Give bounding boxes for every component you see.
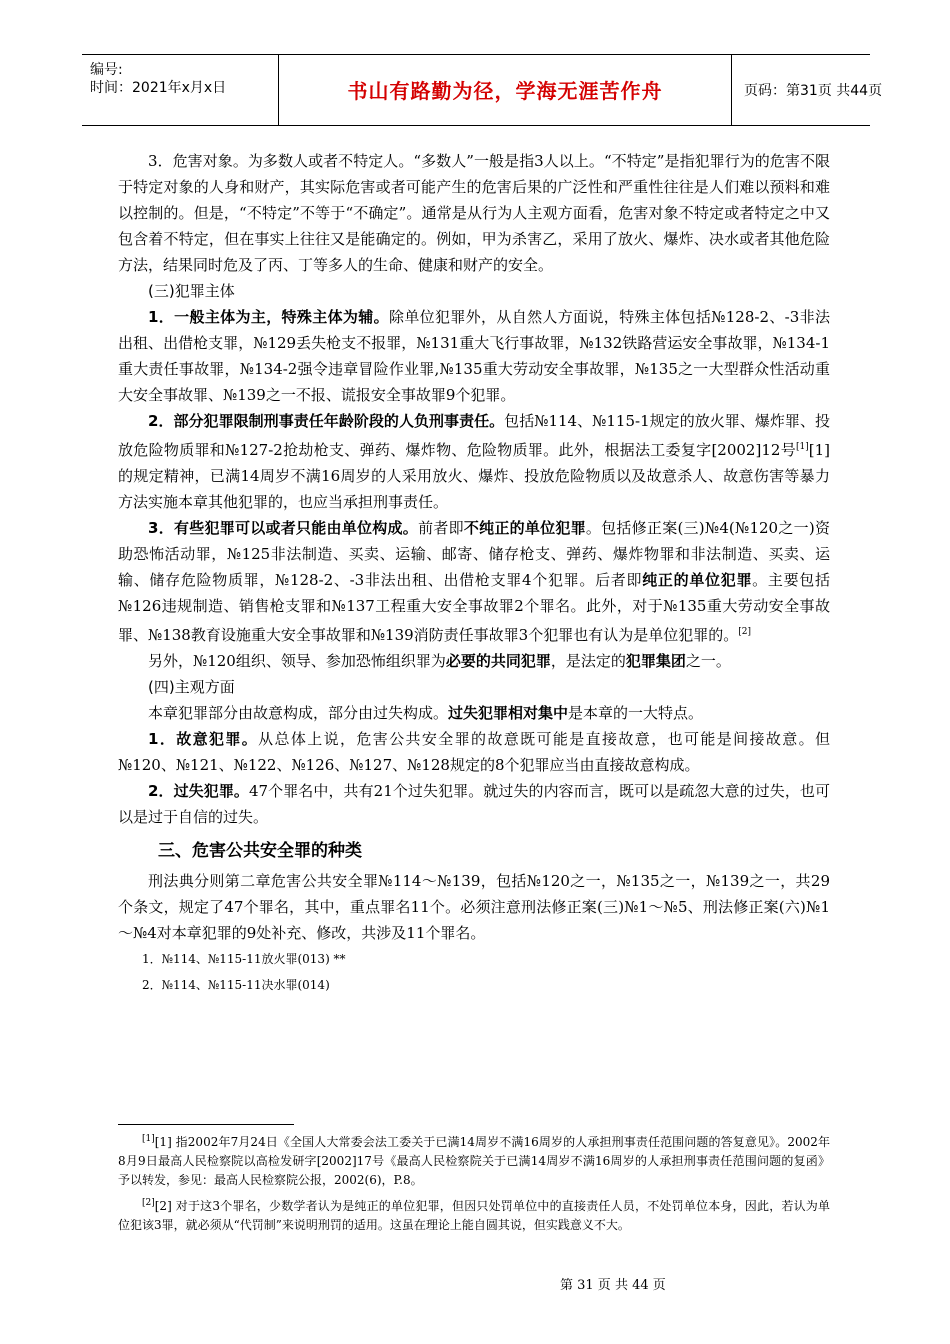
footnote-1-marker: [1] [142, 1134, 155, 1144]
text-negligent: 47个罪名中，共有21个过失犯罪。就过失的内容而言，既可以是疏忽大意的过失，也可以是过于自信的过失。 [118, 782, 830, 826]
header-motto: 书山有路勤为径，学海无涯苦作舟 [347, 79, 663, 103]
text-subjective-a: 本章犯罪部分由故意构成，部分由过失构成。 [148, 704, 449, 722]
paragraph-unit-crime [118, 515, 830, 648]
term-impure-unit-crime: 不纯正的单位犯罪 [463, 519, 586, 537]
text-age-limit-a: 包括№114、№115-1规定的放火罪、爆炸罪、投放危险物质罪和№127-2抢劫枪支、弹药、爆炸物、危险物质罪。此外，根据法工委复字[2002]12号 [118, 412, 830, 459]
footnote-2-marker: [2] [142, 1198, 155, 1208]
lead-unit-crime: 3．有些犯罪可以或者只能由单位构成。 [148, 519, 419, 537]
lead-negligent: 2．过失犯罪。 [148, 782, 249, 800]
paragraph-harm-object: 3．危害对象。为多数人或者不特定人。“多数人”一般是指3人以上。“不特定”是指犯罪行为的危害不限于特定对象的人身和财产，其实际危害或者可能产生的危害后果的广泛性和严重性往往是人们难以预料和难以控制的。但是，“不特定”不等于“不确定”。通常是从行为人主观方面看，危害对象不特定或者特定之中又包含着不特定，但在事实上往往又是能确定的。例如，甲为杀害乙，采用了放火、爆炸、决水或者其他危险方法，结果同时危及了丙、丁等多人的生命、健康和财产的安全。 [118, 152, 830, 274]
text-unit-crime-d: 。主要包括№126违规制造、销售枪支罪和№137工程重大安全事故罪2个罪名。此外，对于№135重大劳动安全事故罪、№138教育设施重大安全事故罪和№139消防责任事故罪3个犯罪也有认为是单位犯罪的。 [118, 571, 830, 644]
paragraph-types-intro: 刑法典分则第二章危害公共安全罪№114～№139，包括№120之一，№135之一，№139之一，共29个条文，规定了47个罪名，其中，重点罪名11个。必须注意刑法修正案(三)№1～№5、刑法修正案(六)№1～№4对本章犯罪的9处补充、修改，共涉及11个罪名。 [118, 872, 830, 942]
term-negligence-concentrated: 过失犯罪相对集中 [448, 704, 569, 722]
footnote-1 [118, 1130, 830, 1190]
list-item: 2．№114、№115-11决水罪(014) [142, 978, 330, 992]
time-label: 时间：2021年x月x日 [90, 80, 227, 96]
footnote-ref-2[interactable]: [2] [738, 627, 751, 637]
term-criminal-group: 犯罪集团 [625, 652, 686, 670]
text-general-subject: 除单位犯罪外，从自然人方面说，特殊主体包括№128-2、-3非法出租、出借枪支罪，№129丢失枪支不报罪，№131重大飞行事故罪，№132铁路营运安全事故罪，№134-1重大责任事故罪，№134-2强令违章冒险作业罪,№135重大劳动安全事故罪，№135之一大型群众性活动重大安全事故罪、№139之一不报、谎报安全事故罪9个犯罪。 [118, 308, 830, 404]
paragraph-intentional [118, 726, 830, 778]
paragraph-subjective-intro [118, 700, 830, 726]
paragraph-terror-org [118, 648, 830, 674]
footnote-2 [118, 1194, 830, 1235]
text-terror-a: 另外，№120组织、领导、参加恐怖组织罪为 [148, 652, 446, 670]
lead-intentional: 1．故意犯罪。 [148, 730, 259, 748]
text-age-limit-b: [1]的规定精神，已满14周岁不满16周岁的人采用放火、爆炸、投放危险物质以及故意杀人、故意伤害等暴力方法实施本章其他犯罪的，也应当承担刑事责任。 [118, 441, 830, 511]
term-pure-unit-crime: 纯正的单位犯罪 [642, 571, 753, 589]
text-unit-crime-a: 前者即 [418, 519, 464, 537]
footnote-ref-1[interactable]: [1] [796, 442, 809, 452]
main-content [118, 148, 830, 998]
chapter-heading-types: 三、危害公共安全罪的种类 [158, 841, 362, 861]
section-heading-subject: (三)犯罪主体 [148, 282, 235, 300]
lead-general-subject: 1．一般主体为主，特殊主体为辅。 [148, 308, 389, 326]
paragraph-negligent [118, 778, 830, 830]
text-intentional: 从总体上说，危害公共安全罪的故意既可能是直接故意，也可能是间接故意。但№120、№121、№122、№126、№127、№128规定的8个犯罪应当由直接故意构成。 [118, 730, 830, 774]
section-heading-subjective: (四)主观方面 [148, 678, 235, 696]
header-page-cell [730, 55, 883, 125]
number-label: 编号: [90, 62, 123, 78]
paragraph-age-limit [118, 408, 830, 515]
text-terror-e: 之一。 [685, 652, 731, 670]
lead-age-limit: 2．部分犯罪限制刑事责任年龄阶段的人负刑事责任。 [148, 412, 505, 430]
header-meta [82, 55, 278, 125]
footnotes [118, 1130, 830, 1239]
text-unit-crime-c: 。包括修正案(三)№4(№120之一)资助恐怖活动罪，№125非法制造、买卖、运输、邮寄、储存枪支、弹药、爆炸物罪和非法制造、买卖、运输、储存危险物质罪，№128-2、-3非法出租、出借枪支罪4个犯罪。后者即 [118, 519, 830, 589]
footnote-1-text: [1] 指2002年7月24日《全国人大常委会法工委关于已满14周岁不满16周岁的人承担刑事责任范围问题的答复意见》。2002年8月9日最高人民检察院以高检发研字[2002]17号《最高人民检察院关于已满14周岁不满16周岁的人承担刑事责任范围问题的复函》予以转发，参见：最高人民检察院公报，2002(6)，P.8。 [118, 1135, 830, 1187]
header-motto-cell [278, 55, 732, 125]
text-subjective-c: 是本章的一大特点。 [568, 704, 704, 722]
term-necessary-joint-crime: 必要的共同犯罪 [445, 652, 551, 670]
footnote-2-text: [2] 对于这3个罪名，少数学者认为是纯正的单位犯罪，但因只处罚单位中的直接责任人员，不处罚单位本身，因此，若认为单位犯该3罪，就必须从“代罚制”来说明刑罚的适用。这虽在理论上能自圆其说，但实践意义不大。 [118, 1199, 830, 1232]
list-item: 1．№114、№115-11放火罪(013) ** [142, 952, 346, 966]
page-header [82, 54, 883, 126]
header-page-info: 页码：第31页 共44页 [744, 83, 883, 99]
text-terror-c: ，是法定的 [550, 652, 626, 670]
footnote-divider [118, 1124, 294, 1125]
paragraph-general-subject [118, 304, 830, 408]
page-footer: 第 31 页 共 44 页 [560, 1278, 666, 1293]
